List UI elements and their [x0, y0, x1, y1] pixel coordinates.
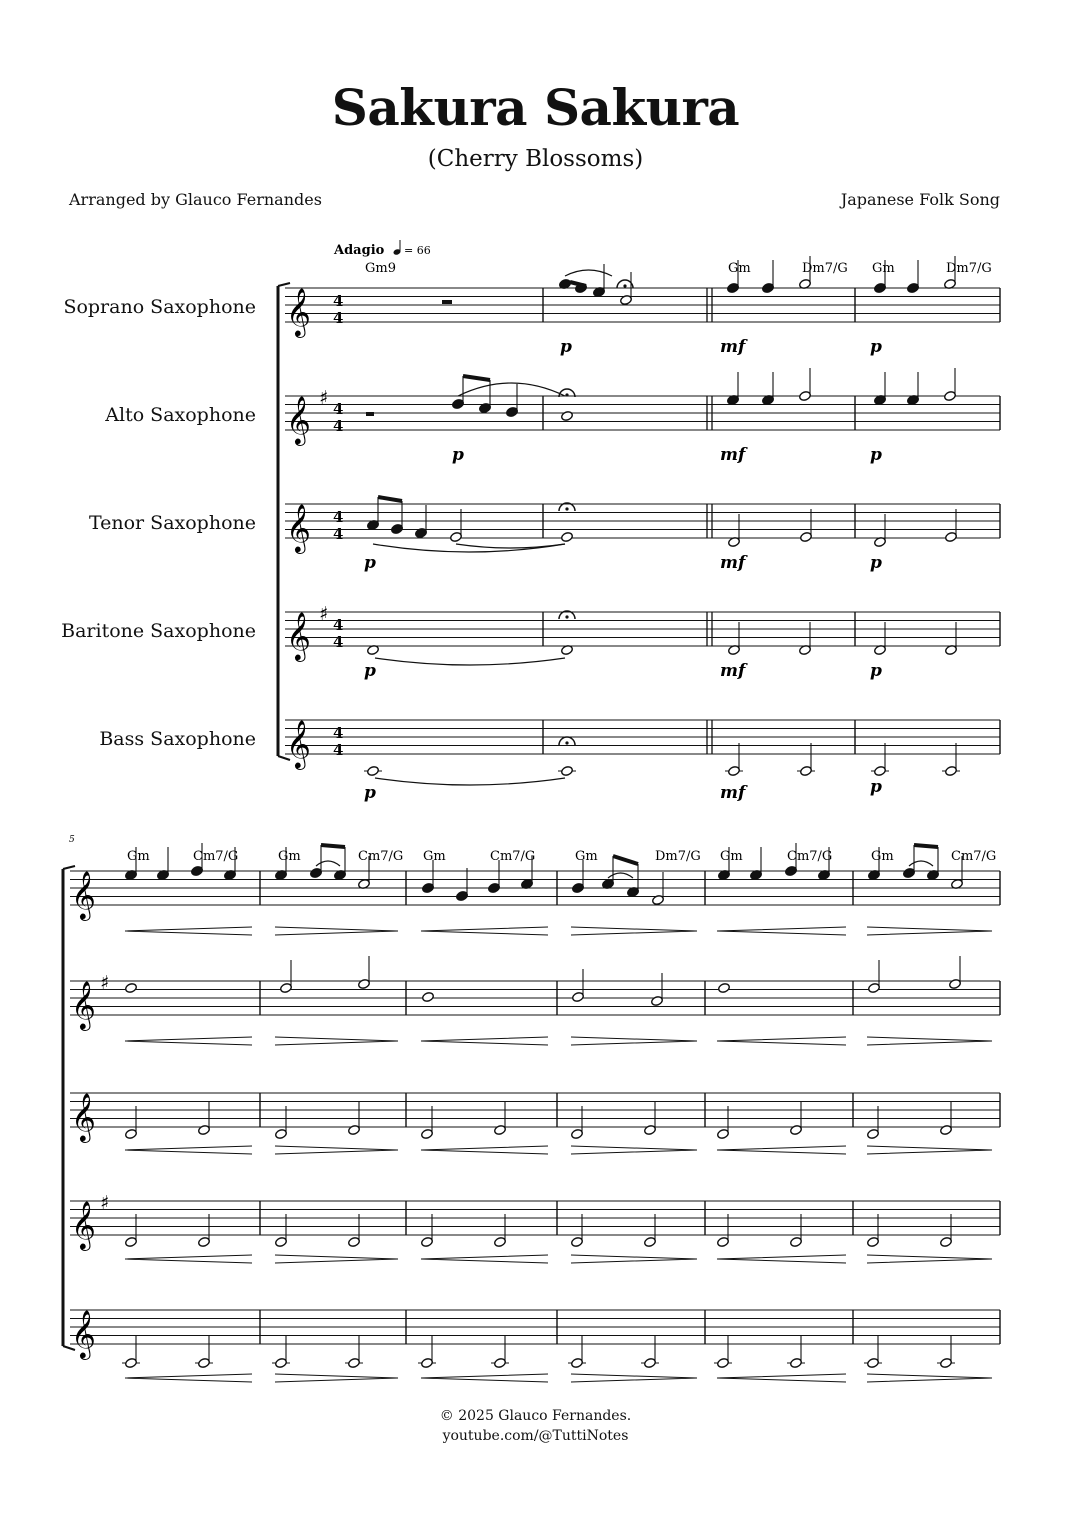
- fermata-dot: [565, 741, 568, 744]
- dynamic-mark: mf: [720, 783, 746, 803]
- decrescendo-hairpin: [867, 1255, 992, 1263]
- dynamic-mark: p: [364, 553, 376, 573]
- decrescendo-hairpin: [571, 927, 697, 935]
- dynamic-mark: mf: [720, 661, 746, 681]
- crescendo-hairpin: [421, 1037, 548, 1045]
- key-signature-sharp-icon: ♯: [100, 972, 110, 994]
- crescendo-hairpin: [125, 1374, 252, 1382]
- instrument-label-bass: Bass Saxophone: [99, 728, 256, 750]
- beam: [321, 845, 345, 847]
- crescendo-hairpin: [421, 1255, 548, 1263]
- crescendo-hairpin: [717, 927, 846, 935]
- chord-symbol: Dm7/G: [802, 261, 848, 276]
- decrescendo-hairpin: [571, 1146, 697, 1154]
- slur: [565, 270, 612, 276]
- time-signature-numerator: 4: [333, 724, 344, 742]
- crescendo-hairpin: [421, 927, 548, 935]
- chord-symbol: Cm7/G: [490, 849, 536, 864]
- time-signature-denominator: 4: [333, 525, 344, 543]
- dynamic-mark: p: [452, 445, 464, 465]
- chord-symbol: Dm7/G: [655, 849, 701, 864]
- key-signature-sharp-icon: ♯: [100, 1192, 110, 1214]
- dynamic-mark: p: [870, 337, 882, 357]
- crescendo-hairpin: [421, 1146, 548, 1154]
- instrument-label-baritone: Baritone Saxophone: [61, 620, 256, 642]
- instrument-label-alto: Alto Saxophone: [105, 404, 256, 426]
- chord-symbol: Gm: [575, 849, 598, 864]
- treble-clef-icon: 𝄞: [71, 1200, 96, 1249]
- beam: [570, 282, 586, 286]
- treble-clef-icon: 𝄞: [71, 870, 96, 919]
- fermata-dot: [565, 615, 568, 618]
- note-head: [561, 410, 574, 421]
- beam: [463, 376, 490, 380]
- system-bracket-cap: [278, 283, 290, 286]
- decrescendo-hairpin: [867, 1146, 992, 1154]
- chord-symbol: Gm: [423, 849, 446, 864]
- chord-symbol: Gm: [872, 261, 895, 276]
- dynamic-mark: mf: [720, 553, 746, 573]
- slur: [456, 544, 565, 548]
- treble-clef-icon: 𝄞: [71, 1092, 96, 1141]
- decrescendo-hairpin: [275, 1374, 398, 1382]
- chord-symbol: Gm: [720, 849, 743, 864]
- chord-symbol: Gm9: [365, 261, 396, 276]
- chord-symbol: Cm7/G: [358, 849, 404, 864]
- beam: [613, 856, 638, 864]
- treble-clef-icon: 𝄞: [286, 395, 311, 444]
- treble-clef-icon: 𝄞: [286, 611, 311, 660]
- treble-clef-icon: 𝄞: [71, 980, 96, 1029]
- time-signature-numerator: 4: [333, 508, 344, 526]
- decrescendo-hairpin: [867, 1374, 992, 1382]
- dynamic-mark: mf: [720, 445, 746, 465]
- time-signature-numerator: 4: [333, 292, 344, 310]
- dynamic-mark: p: [364, 661, 376, 681]
- crescendo-hairpin: [125, 1255, 252, 1263]
- copyright-text: © 2025 Glauco Fernandes.: [439, 1408, 632, 1424]
- note-head: [561, 531, 574, 542]
- fermata-dot: [565, 393, 568, 396]
- arranger-credit: Arranged by Glauco Fernandes: [69, 190, 322, 209]
- instrument-label-soprano: Soprano Saxophone: [63, 296, 256, 318]
- slur: [608, 873, 633, 878]
- channel-url: youtube.com/@TuttiNotes: [442, 1428, 629, 1444]
- crescendo-hairpin: [717, 1255, 846, 1263]
- time-signature-denominator: 4: [333, 741, 344, 759]
- instrument-label-tenor: Tenor Saxophone: [88, 512, 256, 534]
- chord-symbol: Gm: [127, 849, 150, 864]
- treble-clef-icon: 𝄞: [286, 287, 311, 336]
- note-head: [422, 991, 435, 1002]
- treble-clef-icon: 𝄞: [71, 1309, 96, 1358]
- score-title: Sakura Sakura: [331, 78, 740, 137]
- key-signature-sharp-icon: ♯: [319, 387, 329, 409]
- chord-symbol: Dm7/G: [946, 261, 992, 276]
- decrescendo-hairpin: [867, 927, 992, 935]
- slur: [458, 383, 565, 396]
- dynamic-mark: p: [560, 337, 572, 357]
- time-signature-numerator: 4: [333, 616, 344, 634]
- chord-symbol: Gm: [871, 849, 894, 864]
- crescendo-hairpin: [125, 927, 252, 935]
- key-signature-sharp-icon: ♯: [319, 603, 329, 625]
- half-rest-icon: [366, 412, 374, 416]
- composer-credit: Japanese Folk Song: [840, 190, 1000, 209]
- crescendo-hairpin: [125, 1146, 252, 1154]
- tempo-marking: Adagio: [334, 243, 385, 258]
- decrescendo-hairpin: [867, 1037, 992, 1045]
- treble-clef-icon: 𝄞: [286, 719, 311, 768]
- dynamic-mark: mf: [720, 337, 746, 357]
- slur: [316, 861, 340, 866]
- tempo-mm: = 66: [404, 244, 431, 257]
- slur: [375, 658, 565, 665]
- crescendo-hairpin: [717, 1146, 846, 1154]
- note-head: [718, 982, 731, 993]
- dynamic-mark: p: [870, 445, 882, 465]
- time-signature-denominator: 4: [333, 633, 344, 651]
- dynamic-mark: p: [364, 783, 376, 803]
- footer: [0, 1406, 1071, 1446]
- chord-symbol: Cm7/G: [951, 849, 997, 864]
- fermata-dot: [623, 284, 626, 287]
- treble-clef-icon: 𝄞: [286, 503, 311, 552]
- note-head: [125, 982, 138, 993]
- time-signature-denominator: 4: [333, 417, 344, 435]
- fermata-dot: [565, 507, 568, 510]
- dynamic-mark: p: [870, 661, 882, 681]
- dynamic-mark: p: [870, 777, 882, 797]
- decrescendo-hairpin: [571, 1374, 697, 1382]
- measure-number: 5: [69, 835, 75, 845]
- beam: [378, 497, 402, 501]
- decrescendo-hairpin: [275, 1146, 398, 1154]
- half-rest-icon: [442, 300, 452, 304]
- system-bracket-cap: [63, 866, 75, 869]
- time-signature-numerator: 4: [333, 400, 344, 418]
- decrescendo-hairpin: [571, 1037, 697, 1045]
- dynamic-mark: p: [870, 553, 882, 573]
- crescendo-hairpin: [717, 1037, 846, 1045]
- note-head: [367, 765, 380, 776]
- slur: [909, 861, 933, 866]
- crescendo-hairpin: [717, 1374, 846, 1382]
- chord-symbol: Gm: [728, 261, 751, 276]
- score-subtitle: (Cherry Blossoms): [427, 146, 644, 172]
- chord-symbol: Cm7/G: [787, 849, 833, 864]
- decrescendo-hairpin: [275, 1255, 398, 1263]
- note-head: [561, 765, 574, 776]
- time-signature-denominator: 4: [333, 309, 344, 327]
- crescendo-hairpin: [421, 1374, 548, 1382]
- beam: [914, 845, 938, 847]
- decrescendo-hairpin: [275, 927, 398, 935]
- decrescendo-hairpin: [571, 1255, 697, 1263]
- chord-symbol: Gm: [278, 849, 301, 864]
- crescendo-hairpin: [125, 1037, 252, 1045]
- slur: [375, 778, 565, 785]
- chord-symbol: Cm7/G: [193, 849, 239, 864]
- decrescendo-hairpin: [275, 1037, 398, 1045]
